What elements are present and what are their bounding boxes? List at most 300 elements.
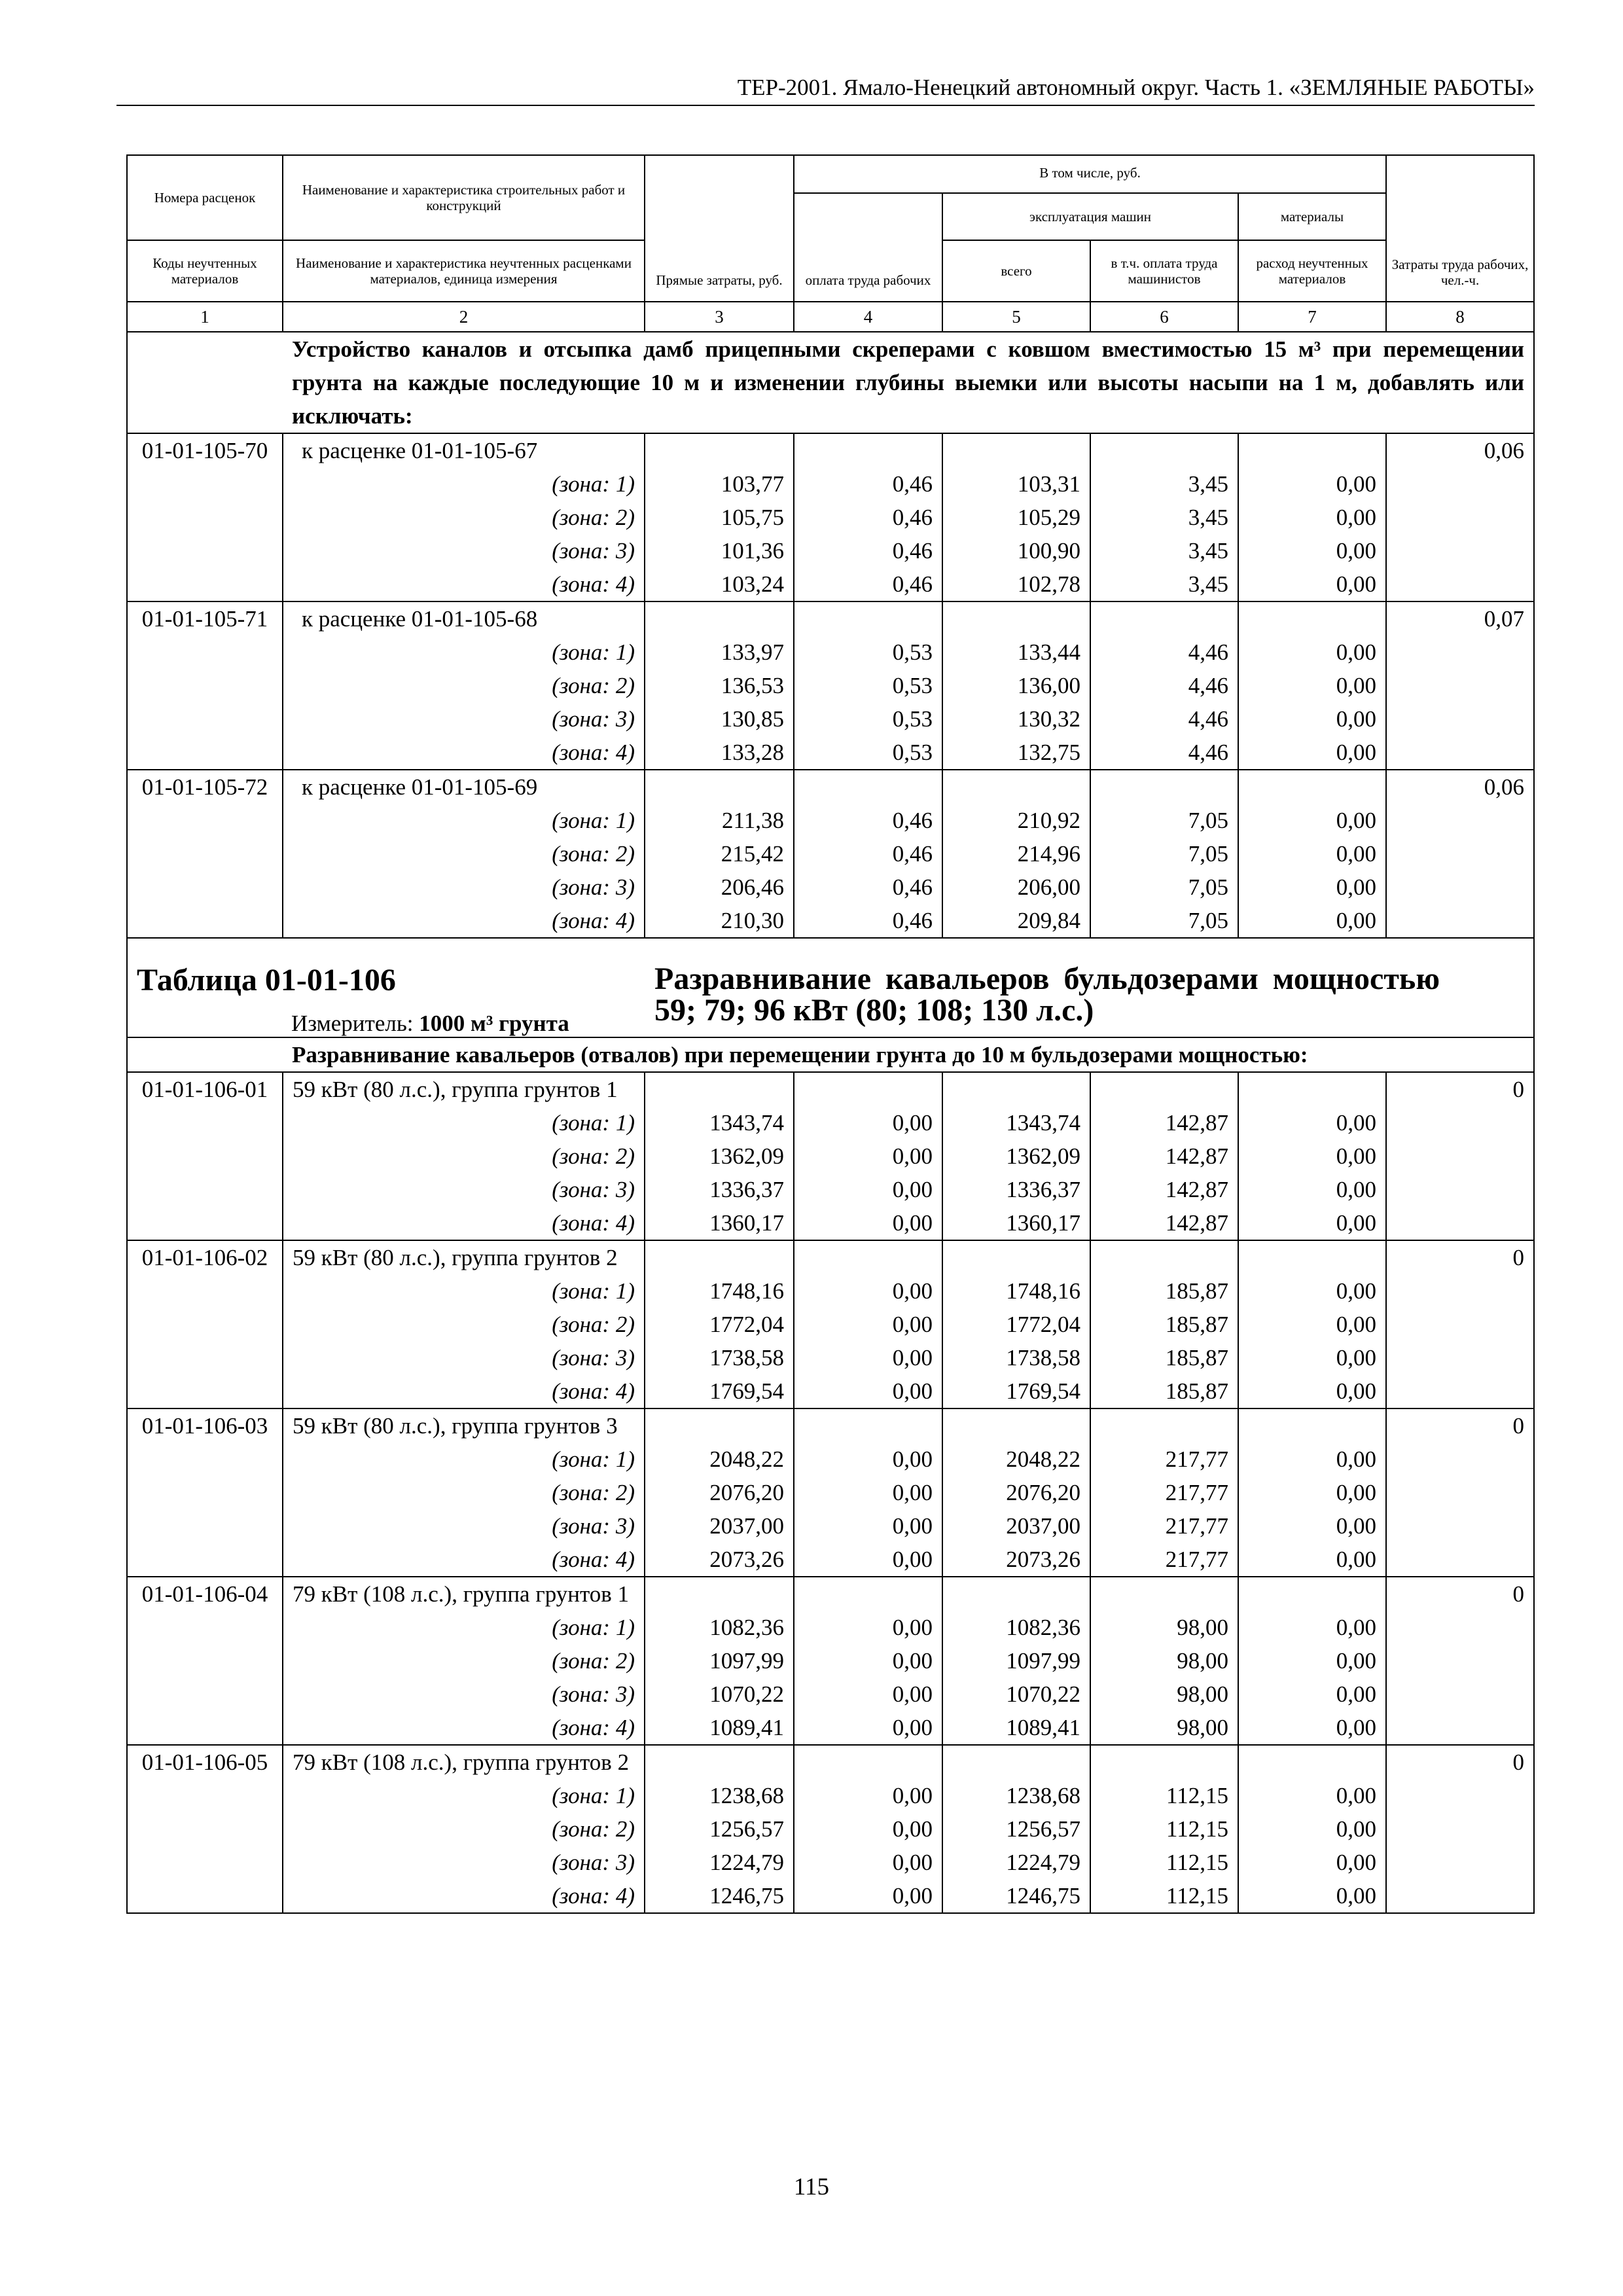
zone-label: (зона: 2) — [283, 1308, 645, 1341]
direct-cost: 2037,00 — [645, 1509, 794, 1543]
rate-code: 01-01-106-05 — [127, 1745, 283, 1913]
zone-row — [127, 669, 1534, 702]
machines-total: 1738,58 — [942, 1341, 1090, 1374]
zone-row — [127, 534, 1534, 567]
machinists-pay: 98,00 — [1090, 1677, 1238, 1711]
zone-label: (зона: 1) — [283, 1611, 645, 1644]
table-title-cell — [127, 938, 1534, 1037]
empty-cell — [1090, 1745, 1238, 1779]
machinists-pay: 112,15 — [1090, 1812, 1238, 1846]
direct-cost: 1343,74 — [645, 1106, 794, 1139]
machines-total: 209,84 — [942, 904, 1090, 938]
zone-row — [127, 636, 1534, 669]
running-header — [116, 72, 1535, 106]
labor-pay: 0,46 — [794, 467, 942, 501]
col-direct: Прямые затраты, руб. — [645, 155, 794, 302]
machinists-pay: 7,05 — [1090, 804, 1238, 837]
machines-total: 1082,36 — [942, 1611, 1090, 1644]
materials-use: 0,00 — [1238, 1812, 1386, 1846]
empty-cell — [1238, 1408, 1386, 1443]
zone-label: (зона: 3) — [283, 1509, 645, 1543]
materials-use: 0,00 — [1238, 736, 1386, 770]
machinists-pay: 217,77 — [1090, 1543, 1238, 1577]
table-title-block — [128, 939, 1533, 1037]
rate-row — [127, 1745, 1534, 1779]
direct-cost: 130,85 — [645, 702, 794, 736]
machinists-pay: 142,87 — [1090, 1139, 1238, 1173]
empty-cell — [794, 1072, 942, 1106]
zone-row — [127, 1206, 1534, 1240]
zone-label: (зона: 3) — [283, 702, 645, 736]
machinists-pay: 3,45 — [1090, 501, 1238, 534]
labor-pay: 0,00 — [794, 1308, 942, 1341]
direct-cost: 206,46 — [645, 870, 794, 904]
zone-row — [127, 870, 1534, 904]
direct-cost: 1748,16 — [645, 1274, 794, 1308]
column-numbers-row — [127, 302, 1534, 332]
labor-pay: 0,00 — [794, 1374, 942, 1408]
zone-label: (зона: 4) — [283, 1543, 645, 1577]
empty-cell — [942, 1745, 1090, 1779]
rate-name: 79 кВт (108 л.с.), группа грунтов 2 — [283, 1745, 645, 1779]
empty-cell — [1090, 1072, 1238, 1106]
machines-total: 130,32 — [942, 702, 1090, 736]
table-number: Таблица 01-01-106 — [137, 963, 396, 997]
zone-row — [127, 804, 1534, 837]
materials-use: 0,00 — [1238, 1374, 1386, 1408]
zone-row — [127, 1812, 1534, 1846]
direct-cost: 1224,79 — [645, 1846, 794, 1879]
zone-row — [127, 1139, 1534, 1173]
labor-pay: 0,53 — [794, 669, 942, 702]
direct-cost: 211,38 — [645, 804, 794, 837]
rates-table — [126, 154, 1535, 1914]
labor-pay: 0,00 — [794, 1274, 942, 1308]
rate-code: 01-01-105-71 — [127, 601, 283, 770]
materials-use: 0,00 — [1238, 669, 1386, 702]
materials-use: 0,00 — [1238, 534, 1386, 567]
empty-cell — [794, 1408, 942, 1443]
machinists-pay: 7,05 — [1090, 837, 1238, 870]
labor-pay: 0,00 — [794, 1879, 942, 1913]
subheading: Разравнивание кавальеров (отвалов) при перемещении грунта до 10 м бульдозерами мощностью: — [283, 1037, 1534, 1072]
materials-use: 0,00 — [1238, 1206, 1386, 1240]
materials-use: 0,00 — [1238, 1846, 1386, 1879]
empty-cell — [1238, 1072, 1386, 1106]
materials-use: 0,00 — [1238, 1341, 1386, 1374]
labor-pay: 0,00 — [794, 1711, 942, 1745]
labor-pay: 0,00 — [794, 1206, 942, 1240]
labor-pay: 0,00 — [794, 1846, 942, 1879]
labor-pay: 0,46 — [794, 501, 942, 534]
zone-row — [127, 1374, 1534, 1408]
direct-cost: 1070,22 — [645, 1677, 794, 1711]
zone-label: (зона: 1) — [283, 636, 645, 669]
machinists-pay: 217,77 — [1090, 1443, 1238, 1476]
materials-use: 0,00 — [1238, 1308, 1386, 1341]
rate-name: к расценке 01-01-105-67 — [283, 433, 645, 467]
materials-use: 0,00 — [1238, 1611, 1386, 1644]
labor-pay: 0,00 — [794, 1139, 942, 1173]
machines-total: 136,00 — [942, 669, 1090, 702]
machinists-pay: 4,46 — [1090, 702, 1238, 736]
empty-cell — [1238, 601, 1386, 636]
zone-row — [127, 1879, 1534, 1913]
direct-cost: 1082,36 — [645, 1611, 794, 1644]
labor-pay: 0,00 — [794, 1677, 942, 1711]
machines-total: 100,90 — [942, 534, 1090, 567]
rate-name: 79 кВт (108 л.с.), группа грунтов 1 — [283, 1577, 645, 1611]
zone-row — [127, 904, 1534, 938]
zone-label: (зона: 4) — [283, 1374, 645, 1408]
labor-pay: 0,00 — [794, 1611, 942, 1644]
machines-total: 214,96 — [942, 837, 1090, 870]
direct-cost: 2076,20 — [645, 1476, 794, 1509]
machinists-pay: 217,77 — [1090, 1476, 1238, 1509]
machines-total: 103,31 — [942, 467, 1090, 501]
empty-cell — [942, 1240, 1090, 1274]
col-num: 7 — [1238, 302, 1386, 332]
zone-label: (зона: 4) — [283, 1711, 645, 1745]
machines-total: 102,78 — [942, 567, 1090, 601]
materials-use: 0,00 — [1238, 1173, 1386, 1206]
machines-total: 1070,22 — [942, 1677, 1090, 1711]
materials-use: 0,00 — [1238, 1106, 1386, 1139]
labor-pay: 0,00 — [794, 1812, 942, 1846]
materials-use: 0,00 — [1238, 702, 1386, 736]
measure-value: 1000 м³ грунта — [419, 1011, 569, 1036]
labor-pay: 0,53 — [794, 636, 942, 669]
labor-pay: 0,00 — [794, 1644, 942, 1677]
direct-cost: 1769,54 — [645, 1374, 794, 1408]
labor-pay: 0,00 — [794, 1543, 942, 1577]
header-row-1 — [127, 155, 1534, 193]
zone-label: (зона: 3) — [283, 1341, 645, 1374]
empty-cell — [942, 433, 1090, 467]
col-num: 3 — [645, 302, 794, 332]
machinists-pay: 112,15 — [1090, 1779, 1238, 1812]
materials-use: 0,00 — [1238, 1509, 1386, 1543]
machinists-pay: 98,00 — [1090, 1711, 1238, 1745]
rate-row — [127, 601, 1534, 636]
zone-row — [127, 1846, 1534, 1879]
zone-label: (зона: 4) — [283, 904, 645, 938]
machines-total: 1089,41 — [942, 1711, 1090, 1745]
direct-cost: 1246,75 — [645, 1879, 794, 1913]
measure — [291, 1007, 569, 1040]
direct-cost: 2073,26 — [645, 1543, 794, 1577]
machines-total: 210,92 — [942, 804, 1090, 837]
zone-row — [127, 1341, 1534, 1374]
machinists-pay: 185,87 — [1090, 1274, 1238, 1308]
labor-value: 0 — [1386, 1745, 1534, 1913]
empty-cell — [1090, 601, 1238, 636]
machinists-pay: 185,87 — [1090, 1341, 1238, 1374]
rate-name: к расценке 01-01-105-69 — [283, 770, 645, 804]
machines-total: 2037,00 — [942, 1509, 1090, 1543]
empty-cell — [1090, 1408, 1238, 1443]
materials-use: 0,00 — [1238, 837, 1386, 870]
materials-use: 0,00 — [1238, 1711, 1386, 1745]
direct-cost: 1336,37 — [645, 1173, 794, 1206]
labor-value: 0 — [1386, 1072, 1534, 1240]
rate-code: 01-01-105-72 — [127, 770, 283, 938]
machinists-pay: 142,87 — [1090, 1206, 1238, 1240]
labor-pay: 0,00 — [794, 1443, 942, 1476]
labor-pay: 0,53 — [794, 736, 942, 770]
materials-use: 0,00 — [1238, 567, 1386, 601]
machinists-pay: 142,87 — [1090, 1173, 1238, 1206]
col-name2: Наименование и характеристика неучтенных расценками материалов, единица измерения — [283, 240, 645, 302]
zone-label: (зона: 3) — [283, 870, 645, 904]
subheading-row — [127, 1037, 1534, 1072]
empty-cell — [645, 433, 794, 467]
labor-value: 0 — [1386, 1577, 1534, 1745]
empty-cell — [794, 601, 942, 636]
materials-use: 0,00 — [1238, 1443, 1386, 1476]
rate-row — [127, 433, 1534, 467]
empty-cell — [645, 770, 794, 804]
labor-pay: 0,00 — [794, 1173, 942, 1206]
zone-row — [127, 702, 1534, 736]
rate-name: 59 кВт (80 л.с.), группа грунтов 3 — [283, 1408, 645, 1443]
table-title-row — [127, 938, 1534, 1037]
machinists-pay: 3,45 — [1090, 467, 1238, 501]
empty-cell — [794, 433, 942, 467]
zone-row — [127, 1779, 1534, 1812]
rate-name: к расценке 01-01-105-68 — [283, 601, 645, 636]
labor-pay: 0,00 — [794, 1341, 942, 1374]
rate-code: 01-01-106-02 — [127, 1240, 283, 1408]
empty-cell — [1238, 1577, 1386, 1611]
empty-cell — [942, 601, 1090, 636]
zone-label: (зона: 1) — [283, 1443, 645, 1476]
labor-pay: 0,46 — [794, 837, 942, 870]
empty-cell — [1090, 1240, 1238, 1274]
zone-label: (зона: 1) — [283, 1274, 645, 1308]
empty-cell — [645, 1240, 794, 1274]
rate-code: 01-01-106-03 — [127, 1408, 283, 1577]
direct-cost: 136,53 — [645, 669, 794, 702]
rate-row — [127, 1240, 1534, 1274]
zone-row — [127, 1711, 1534, 1745]
section-heading-row — [127, 332, 1534, 433]
machines-total: 2048,22 — [942, 1443, 1090, 1476]
zone-label: (зона: 1) — [283, 1779, 645, 1812]
page-number: 115 — [793, 2174, 830, 2200]
direct-cost: 1238,68 — [645, 1779, 794, 1812]
empty-cell — [794, 1745, 942, 1779]
zone-row — [127, 1644, 1534, 1677]
materials-use: 0,00 — [1238, 870, 1386, 904]
labor-pay: 0,00 — [794, 1509, 942, 1543]
labor-value: 0,06 — [1386, 770, 1534, 938]
empty-cell — [942, 1577, 1090, 1611]
direct-cost: 210,30 — [645, 904, 794, 938]
col-mat-use: расход неучтенных материалов — [1238, 240, 1386, 302]
zone-label: (зона: 2) — [283, 501, 645, 534]
machinists-pay: 112,15 — [1090, 1879, 1238, 1913]
direct-cost: 101,36 — [645, 534, 794, 567]
zone-label: (зона: 4) — [283, 567, 645, 601]
direct-cost: 1089,41 — [645, 1711, 794, 1745]
empty-cell — [1238, 433, 1386, 467]
measure-label: Измеритель: — [291, 1011, 414, 1036]
empty-cell — [1238, 1745, 1386, 1779]
zone-row — [127, 567, 1534, 601]
zone-row — [127, 1173, 1534, 1206]
direct-cost: 2048,22 — [645, 1443, 794, 1476]
col-machines: эксплуатация машин — [942, 193, 1238, 240]
labor-pay: 0,46 — [794, 804, 942, 837]
rate-row — [127, 770, 1534, 804]
zone-row — [127, 1611, 1534, 1644]
zone-row — [127, 1509, 1534, 1543]
col-labor-pay: оплата труда рабочих — [794, 193, 942, 302]
labor-pay: 0,46 — [794, 870, 942, 904]
materials-use: 0,00 — [1238, 636, 1386, 669]
empty-cell — [1090, 1577, 1238, 1611]
col-num: 8 — [1386, 302, 1534, 332]
machinists-pay: 185,87 — [1090, 1308, 1238, 1341]
zone-label: (зона: 2) — [283, 1644, 645, 1677]
machines-total: 133,44 — [942, 636, 1090, 669]
materials-use: 0,00 — [1238, 1779, 1386, 1812]
rate-row — [127, 1072, 1534, 1106]
machines-total: 1224,79 — [942, 1846, 1090, 1879]
labor-pay: 0,46 — [794, 904, 942, 938]
rate-code: 01-01-105-70 — [127, 433, 283, 601]
empty-cell — [1090, 433, 1238, 467]
machines-total: 1769,54 — [942, 1374, 1090, 1408]
zone-row — [127, 1543, 1534, 1577]
direct-cost: 103,77 — [645, 467, 794, 501]
direct-cost: 133,28 — [645, 736, 794, 770]
col-name: Наименование и характеристика строительных работ и конструкций — [283, 155, 645, 240]
zone-row — [127, 1677, 1534, 1711]
labor-pay: 0,00 — [794, 1106, 942, 1139]
rate-name: 59 кВт (80 л.с.), группа грунтов 2 — [283, 1240, 645, 1274]
direct-cost: 1256,57 — [645, 1812, 794, 1846]
empty-cell — [645, 1577, 794, 1611]
machines-total: 1343,74 — [942, 1106, 1090, 1139]
machines-total: 1246,75 — [942, 1879, 1090, 1913]
zone-label: (зона: 4) — [283, 1879, 645, 1913]
machines-total: 2076,20 — [942, 1476, 1090, 1509]
col-codes: Коды неучтенных материалов — [127, 240, 283, 302]
zone-label: (зона: 3) — [283, 1173, 645, 1206]
labor-pay: 0,53 — [794, 702, 942, 736]
zone-label: (зона: 3) — [283, 534, 645, 567]
col-rate-numbers: Номера расценок — [127, 155, 283, 240]
col-incl: В том числе, руб. — [794, 155, 1386, 193]
machinists-pay: 7,05 — [1090, 904, 1238, 938]
empty-cell — [942, 1072, 1090, 1106]
col-num: 4 — [794, 302, 942, 332]
col-materials: материалы — [1238, 193, 1386, 240]
materials-use: 0,00 — [1238, 804, 1386, 837]
empty-cell — [645, 601, 794, 636]
machines-total: 1256,57 — [942, 1812, 1090, 1846]
running-header-text: ТЕР-2001. Ямало-Ненецкий автономный округ. Часть 1. «ЗЕМЛЯНЫЕ РАБОТЫ» — [737, 75, 1535, 100]
labor-value: 0,07 — [1386, 601, 1534, 770]
direct-cost: 1362,09 — [645, 1139, 794, 1173]
direct-cost: 215,42 — [645, 837, 794, 870]
zone-label: (зона: 4) — [283, 1206, 645, 1240]
empty-cell — [942, 1408, 1090, 1443]
machines-total: 1772,04 — [942, 1308, 1090, 1341]
empty-cell — [794, 770, 942, 804]
materials-use: 0,00 — [1238, 904, 1386, 938]
empty-cell — [645, 1072, 794, 1106]
empty-cell — [1238, 770, 1386, 804]
col-num: 1 — [127, 302, 283, 332]
zone-row — [127, 736, 1534, 770]
zone-label: (зона: 3) — [283, 1846, 645, 1879]
materials-use: 0,00 — [1238, 467, 1386, 501]
machines-total: 132,75 — [942, 736, 1090, 770]
labor-value: 0,06 — [1386, 433, 1534, 601]
machinists-pay: 3,45 — [1090, 534, 1238, 567]
materials-use: 0,00 — [1238, 1139, 1386, 1173]
materials-use: 0,00 — [1238, 501, 1386, 534]
labor-pay: 0,46 — [794, 567, 942, 601]
materials-use: 0,00 — [1238, 1476, 1386, 1509]
machines-total: 1748,16 — [942, 1274, 1090, 1308]
machinists-pay: 98,00 — [1090, 1611, 1238, 1644]
materials-use: 0,00 — [1238, 1879, 1386, 1913]
zone-label: (зона: 1) — [283, 1106, 645, 1139]
table-title: Разравнивание кавальеров бульдозерами мощностью 59; 79; 96 кВт (80; 108; 130 л.с.) — [654, 961, 1440, 1028]
zone-label: (зона: 3) — [283, 1677, 645, 1711]
labor-pay: 0,46 — [794, 534, 942, 567]
empty-cell — [1090, 770, 1238, 804]
materials-use: 0,00 — [1238, 1543, 1386, 1577]
col-total: всего — [942, 240, 1090, 302]
labor-pay: 0,00 — [794, 1779, 942, 1812]
zone-row — [127, 837, 1534, 870]
zone-row — [127, 1443, 1534, 1476]
section-heading: Устройство каналов и отсыпка дамб прицепными скреперами с ковшом вместимостью 15 м³ при перемещении грунта на каждые последующие 10 м и изменении глубины выемки или высоты насыпи на 1 м, добавлять или исключать: — [283, 332, 1534, 433]
zone-row — [127, 501, 1534, 534]
machines-total: 2073,26 — [942, 1543, 1090, 1577]
zone-label: (зона: 1) — [283, 804, 645, 837]
empty-cell — [1238, 1240, 1386, 1274]
rate-name: 59 кВт (80 л.с.), группа грунтов 1 — [283, 1072, 645, 1106]
materials-use: 0,00 — [1238, 1677, 1386, 1711]
machinists-pay: 112,15 — [1090, 1846, 1238, 1879]
machines-total: 1336,37 — [942, 1173, 1090, 1206]
direct-cost: 103,24 — [645, 567, 794, 601]
labor-value: 0 — [1386, 1240, 1534, 1408]
machines-total: 1238,68 — [942, 1779, 1090, 1812]
direct-cost: 105,75 — [645, 501, 794, 534]
labor-value: 0 — [1386, 1408, 1534, 1577]
machinists-pay: 3,45 — [1090, 567, 1238, 601]
col-num: 5 — [942, 302, 1090, 332]
direct-cost: 133,97 — [645, 636, 794, 669]
machinists-pay: 4,46 — [1090, 736, 1238, 770]
empty-cell — [794, 1577, 942, 1611]
labor-pay: 0,00 — [794, 1476, 942, 1509]
col-incl-mach: в т.ч. оплата труда машинистов — [1090, 240, 1238, 302]
machinists-pay: 185,87 — [1090, 1374, 1238, 1408]
machinists-pay: 98,00 — [1090, 1644, 1238, 1677]
zone-label: (зона: 2) — [283, 669, 645, 702]
rate-code: 01-01-106-01 — [127, 1072, 283, 1240]
machinists-pay: 4,46 — [1090, 669, 1238, 702]
rate-row — [127, 1408, 1534, 1443]
